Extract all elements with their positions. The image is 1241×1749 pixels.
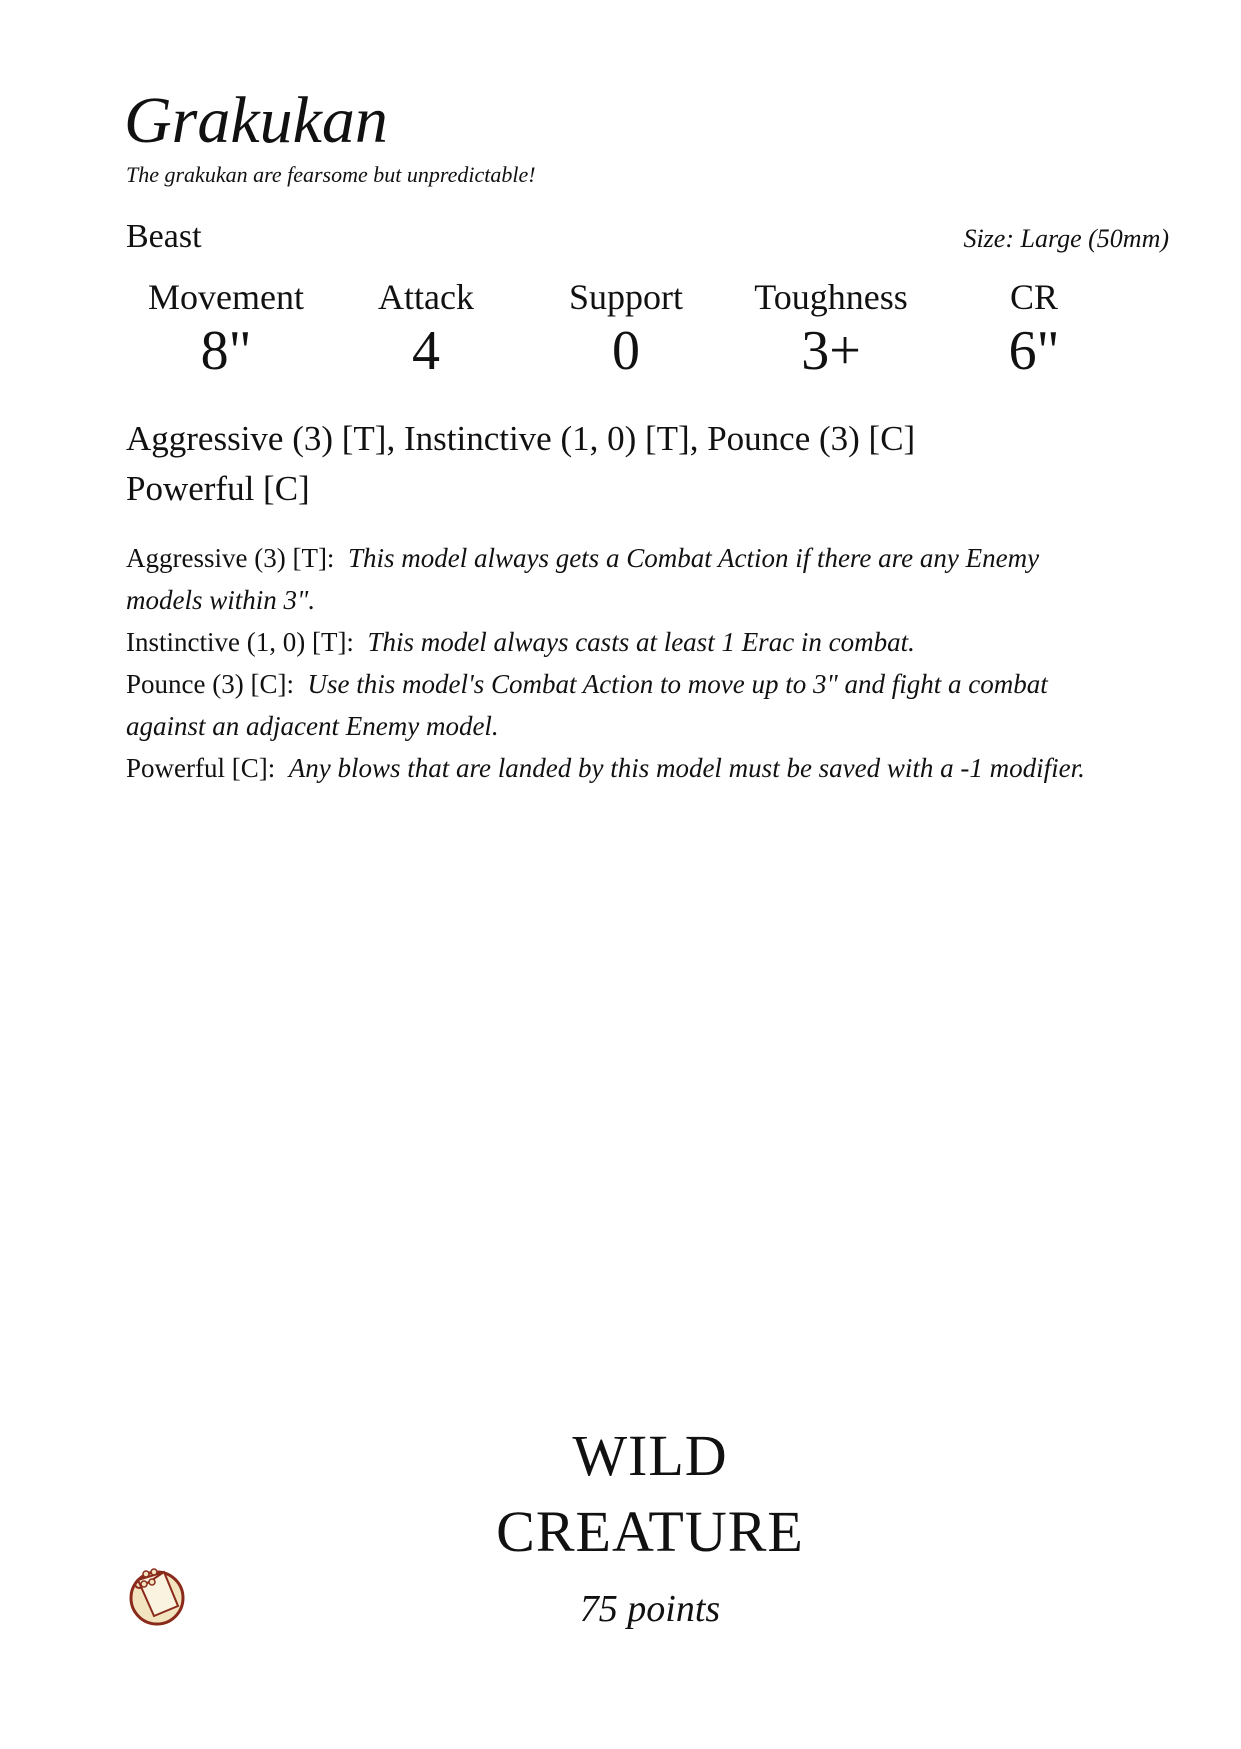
rule-instinctive [126,621,1086,663]
rule-powerful [126,747,1086,789]
rule-name: Aggressive (3) [T]: [126,543,335,573]
rules-text [126,537,1086,789]
stat-label: Attack [378,277,474,317]
ability-summary [126,414,1126,514]
category-line: WILD [572,1423,728,1488]
stat-cr [934,278,1134,385]
rule-description: This model always gets a Combat Action if there are any Enemy models within 3". [126,543,1040,615]
rule-aggressive [126,537,1086,621]
card-title: Grakukan [124,84,388,157]
rule-name: Powerful [C]: [126,753,276,783]
stat-label: CR [1009,277,1059,317]
stat-toughness [731,278,931,385]
stat-value: 0 [612,319,640,382]
rule-description: Use this model's Combat Action to move up to 3" and fight a combat against an adjacent Enemy model. [126,669,1048,741]
scroll-emblem-icon [124,1560,190,1626]
rule-description: This model always casts at least 1 Erac in combat. [367,627,915,657]
stat-value: 4 [412,319,440,382]
creature-size: Size: Large (50mm) [963,224,1169,253]
category-line: CREATURE [496,1499,804,1564]
rule-pounce [126,663,1086,747]
stat-movement [126,278,326,385]
stat-attack [326,278,526,385]
stat-label: Movement [148,277,304,317]
model-category [420,1418,880,1570]
points-cost: 75 points [579,1588,721,1630]
stat-value: 3+ [801,319,861,382]
stat-support [526,278,726,385]
rule-name: Instinctive (1, 0) [T]: [126,627,354,657]
stat-block [126,278,1126,398]
ability-summary-line: Powerful [C] [126,469,310,508]
stat-label: Support [568,277,683,317]
rule-name: Pounce (3) [C]: [126,669,294,699]
stat-label: Toughness [754,277,908,317]
stat-value: 6" [1008,319,1060,382]
creature-type: Beast [126,218,202,255]
rule-description: Any blows that are landed by this model must be saved with a -1 modifier. [288,753,1085,783]
card-tagline: The grakukan are fearsome but unpredictable! [126,162,536,187]
ability-summary-line: Aggressive (3) [T], Instinctive (1, 0) [T], Pounce (3) [C] [126,419,916,458]
stat-value: 8" [200,319,252,382]
